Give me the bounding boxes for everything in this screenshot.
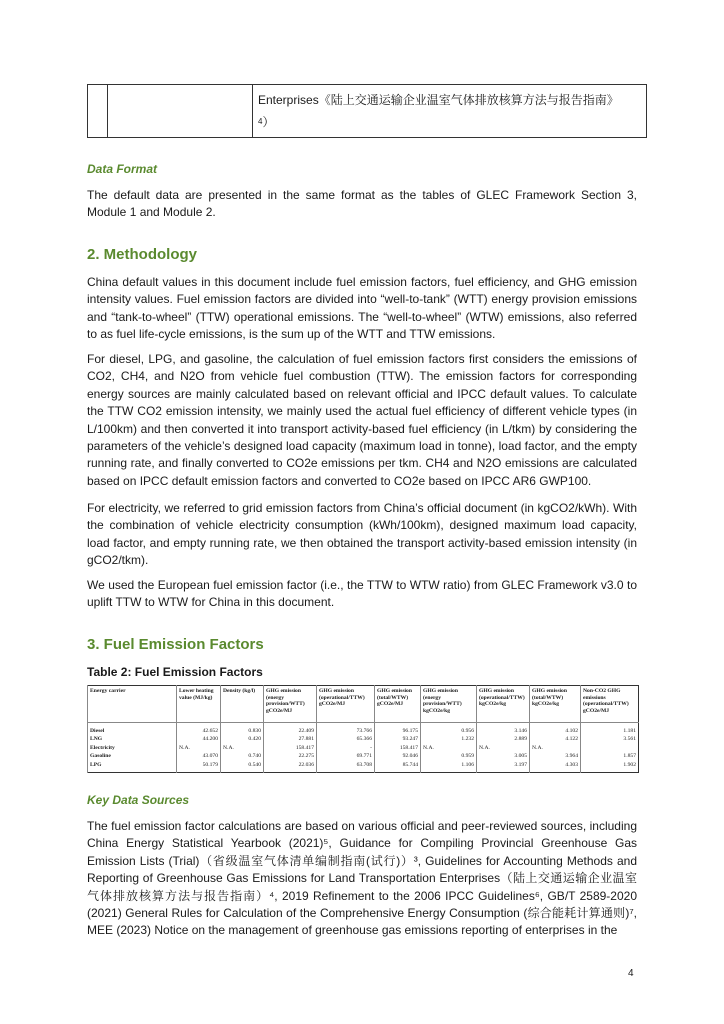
value-cell: 27.881 bbox=[264, 736, 317, 744]
header-cell: GHG emission (total/WTW) kgCO2e/kg bbox=[530, 686, 581, 723]
value-cell: 22.036 bbox=[264, 762, 317, 773]
value-cell: 4.303 bbox=[530, 762, 581, 773]
source-line-end bbox=[258, 111, 644, 133]
header-cell: Non-CO2 GHG emissions (operational/TTW) gCO2e/MJ bbox=[581, 686, 639, 723]
methodology-paragraph-3: For electricity, we referred to grid emission factors from China’s official document (in kgCO2/kWh). With the combination of vehicle electricity consumption (kWh/100km), designed maximum load capacity, load factor, and empty running rate, we then obtained the transport activity-based emission intensity (in gCO2/tkm). bbox=[87, 501, 637, 568]
value-cell: N.A. bbox=[177, 745, 221, 753]
header-cell: GHG emission (energy provision/WTT) kgCO2e/kg bbox=[421, 686, 477, 723]
value-cell: 158.417 bbox=[375, 745, 421, 753]
page-number: 4 bbox=[628, 968, 634, 979]
value-cell: 0.959 bbox=[421, 753, 477, 761]
data-format-text: The default data are presented in the same format as the tables of GLEC Framework Section 3, Module 1 and Module 2. bbox=[87, 188, 637, 220]
table-row bbox=[88, 736, 639, 744]
header-cell: GHG emission (operational/TTW) kgCO2e/kg bbox=[477, 686, 530, 723]
value-cell: 1.181 bbox=[581, 728, 639, 736]
value-cell: 73.766 bbox=[317, 728, 375, 736]
key-sources-text: The fuel emission factor calculations are based on various official and peer-reviewed sources, including China Energy Statistical Yearbook (2021)⁵, Guidance for Compiling Provincial Greenhouse Gas Emission Lists (Trial)（省级温室气体清单编制指南(试行)）³, Guidelines for Accounting Methods and Reporting of Greenhouse Gas Emissions for Land Transportation Enterprises（陆上交通运输企业温室气体排放核算方法与报告指南）⁴, 2019 Refinement to the 2006 IPCC Guidelines⁶, GB/T 2589-2020 (2021) General Rules for Calculation of the Comprehensive Energy Consumption (综合能耗计算通则)⁷, MEE (2023) Notice on the management of greenhouse gas emissions reporting of enterprises in the bbox=[87, 819, 637, 938]
value-cell: 0.540 bbox=[221, 762, 264, 773]
value-cell: 93.247 bbox=[375, 736, 421, 744]
carrier-cell: Diesel bbox=[88, 728, 177, 736]
value-cell: 1.902 bbox=[581, 762, 639, 773]
methodology-paragraph-1: China default values in this document include fuel emission factors, fuel efficiency, and GHG emission intensity values. Fuel emission factors are divided into “well-to-tank” (WTT) energy provision emissions and “tank-to-wheel” (TTW) operational emissions. The “well-to-wheel” (WTW) emissions, also referred to as fuel life-cycle emissions, is the sum up of the WTT and TTW emissions. bbox=[87, 275, 637, 342]
value-cell bbox=[581, 745, 639, 753]
key-sources-heading: Key Data Sources bbox=[87, 793, 190, 807]
value-cell: N.A. bbox=[530, 745, 581, 753]
methodology-paragraph-2: For diesel, LPG, and gasoline, the calculation of fuel emission factors first considers the emissions of CO2, CH4, and N2O from vehicle fuel combustion (TTW). The emission factors for corresponding energy sources are mainly calculated based on relevant official and IPCC default values. To calculate the TTW CO2 emission intensity, we mainly used the actual fuel efficiency of different vehicle types (in L/100km) and then converted it into transport activity-based fuel efficiency (in L/tkm) by considering the parameters of the vehicle’s designed load capacity (maximum load in tonne), load factor, and the empty running rate, and finally converted to CO2e emissions per tkm. CH4 and N2O emissions are calculated based on IPCC default emission factors and converted to CO2e based on IPCC AR6 GWP100. bbox=[87, 352, 637, 488]
carrier-cell: LPG bbox=[88, 762, 177, 773]
value-cell: 3.005 bbox=[477, 753, 530, 761]
value-cell: 4.122 bbox=[530, 736, 581, 744]
value-cell: 96.175 bbox=[375, 728, 421, 736]
value-cell: 42.652 bbox=[177, 728, 221, 736]
footnote-ref: 4 bbox=[258, 117, 263, 126]
value-cell: 63.708 bbox=[317, 762, 375, 773]
value-cell: 158.417 bbox=[264, 745, 317, 753]
table-row bbox=[88, 728, 639, 736]
value-cell: 85.744 bbox=[375, 762, 421, 773]
value-cell: 22.275 bbox=[264, 753, 317, 761]
value-cell: 3.197 bbox=[477, 762, 530, 773]
table-cell-empty bbox=[108, 85, 253, 137]
header-cell: Lower heating value (MJ/kg) bbox=[177, 686, 221, 723]
value-cell: 1.106 bbox=[421, 762, 477, 773]
value-cell: 0.956 bbox=[421, 728, 477, 736]
value-cell: 69.771 bbox=[317, 753, 375, 761]
value-cell: 1.857 bbox=[581, 753, 639, 761]
value-cell: 3.146 bbox=[477, 728, 530, 736]
value-cell: 4.102 bbox=[530, 728, 581, 736]
table-header-row bbox=[88, 686, 639, 723]
carrier-cell: Electricity bbox=[88, 745, 177, 753]
value-cell: 2.889 bbox=[477, 736, 530, 744]
methodology-paragraph-4: We used the European fuel emission factor (i.e., the TTW to WTW ratio) from GLEC Framework v3.0 to uplift TTW to WTW for China in this document. bbox=[87, 578, 637, 610]
data-format-heading: Data Format bbox=[87, 162, 158, 176]
carrier-cell: LNG bbox=[88, 736, 177, 744]
continued-table bbox=[87, 84, 647, 138]
value-cell: 0.420 bbox=[221, 736, 264, 744]
header-cell: GHG emission (energy provision/WTT) gCO2e/MJ bbox=[264, 686, 317, 723]
table-caption: Table 2: Fuel Emission Factors bbox=[87, 665, 263, 679]
table-cell-empty bbox=[88, 85, 108, 137]
fuel-emission-table bbox=[87, 685, 639, 773]
value-cell: N.A. bbox=[477, 745, 530, 753]
header-cell: Energy carrier bbox=[88, 686, 177, 723]
value-cell: 22.409 bbox=[264, 728, 317, 736]
value-cell: 0.740 bbox=[221, 753, 264, 761]
value-cell: 43.070 bbox=[177, 753, 221, 761]
value-cell: N.A. bbox=[221, 745, 264, 753]
value-cell: 65.366 bbox=[317, 736, 375, 744]
value-cell: 50.179 bbox=[177, 762, 221, 773]
value-cell: 44.200 bbox=[177, 736, 221, 744]
value-cell: 3.561 bbox=[581, 736, 639, 744]
value-cell: - bbox=[317, 745, 375, 753]
source-line: Enterprises《陆上交通运输企业温室气体排放核算方法与报告指南》 bbox=[258, 93, 619, 107]
table-cell-source bbox=[258, 89, 644, 133]
value-cell: 1.232 bbox=[421, 736, 477, 744]
value-cell: 3.964 bbox=[530, 753, 581, 761]
value-cell: 92.046 bbox=[375, 753, 421, 761]
table-row bbox=[88, 762, 639, 773]
fuel-factors-heading: 3. Fuel Emission Factors bbox=[87, 636, 264, 653]
table-row bbox=[88, 753, 639, 761]
header-cell: GHG emission (operational/TTW) gCO2e/MJ bbox=[317, 686, 375, 723]
value-cell: 0.830 bbox=[221, 728, 264, 736]
closing-bracket: ） bbox=[262, 115, 275, 129]
carrier-cell: Gasoline bbox=[88, 753, 177, 761]
value-cell: N.A. bbox=[421, 745, 477, 753]
header-cell: GHG emission (total/WTW) gCO2e/MJ bbox=[375, 686, 421, 723]
table-row bbox=[88, 745, 639, 753]
header-cell: Density (kg/l) bbox=[221, 686, 264, 723]
methodology-heading: 2. Methodology bbox=[87, 246, 197, 263]
